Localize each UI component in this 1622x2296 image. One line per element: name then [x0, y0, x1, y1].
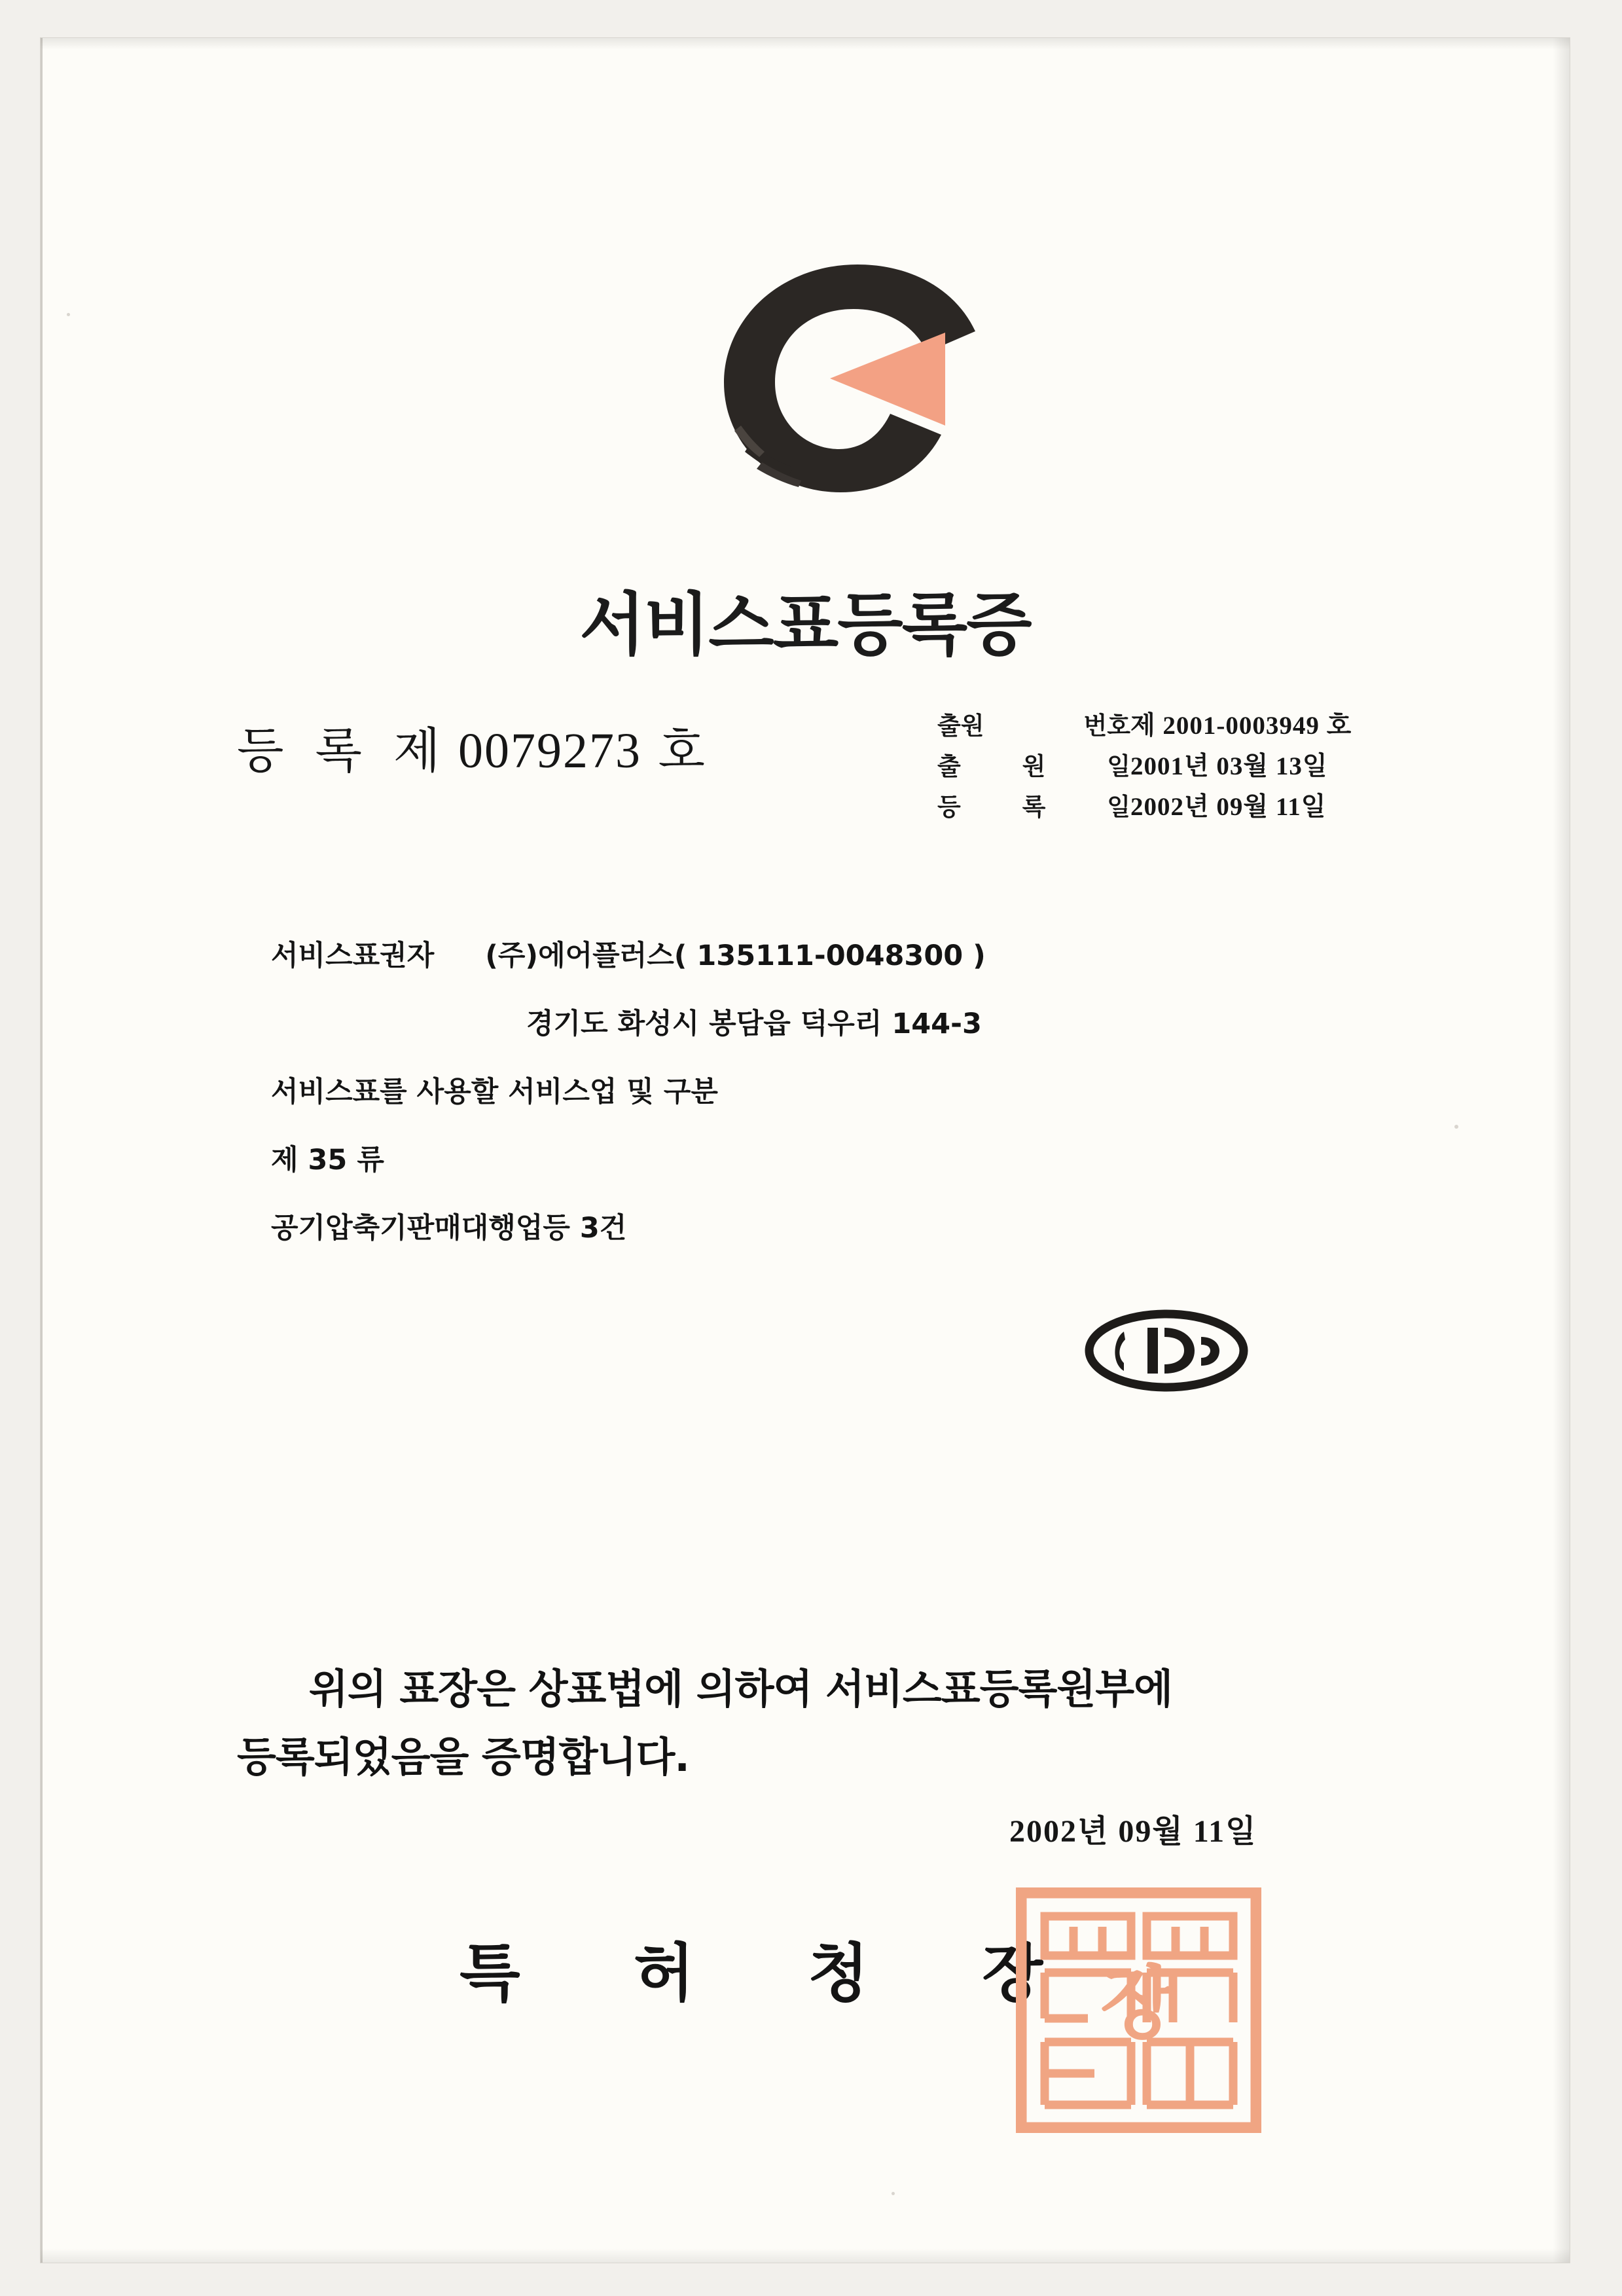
- meta-value: 2002년 09월 11일: [1130, 793, 1327, 821]
- scan-shadow-right: [1553, 38, 1570, 2263]
- statement-line-1: 위의 표장은 상표법에 의하여 서비스표등록원부에: [309, 1665, 1173, 1713]
- service-goods-line: 공기압축기판매대행업등 3건: [271, 1212, 627, 1245]
- application-meta-block: [937, 706, 1352, 828]
- meta-row-application-number: [937, 706, 1352, 746]
- certificate-fields: [271, 922, 1449, 1262]
- scan-shadow-top: [41, 38, 1570, 50]
- registration-number-prefix: 제: [393, 723, 442, 779]
- scan-speck: [1454, 1125, 1458, 1129]
- commissioner-square-seal: [1016, 1887, 1261, 2133]
- meta-value: 제 2001-0003949 호: [1130, 712, 1352, 740]
- registration-label-suffix: 록: [315, 723, 363, 779]
- issue-date: 2002년 09월 11일: [1009, 1814, 1257, 1849]
- signatory-title: 특 허 청 장: [460, 1937, 1089, 2010]
- statement-line-2: 등록되었음을 증명합니다.: [237, 1733, 689, 1781]
- meta-label: 출 원 일: [937, 752, 1130, 780]
- certification-statement: [237, 1655, 1468, 1791]
- service-class-number: 제 35 류: [271, 1144, 384, 1176]
- service-class-label: 서비스표를 사용할 서비스업 및 구분: [271, 1076, 718, 1108]
- kipo-oval-seal: [1085, 1308, 1248, 1393]
- meta-value: 2001년 03월 13일: [1130, 752, 1328, 780]
- registration-label-prefix: 등: [237, 723, 285, 779]
- meta-row-application-date: [937, 746, 1352, 787]
- airplus-swoosh-logo: [702, 254, 983, 503]
- owner-label: 서비스표권자: [271, 939, 435, 972]
- meta-label: 출원 번호: [937, 712, 1130, 740]
- paper-sheet: [41, 38, 1570, 2263]
- owner-address: 경기도 화성시 봉담읍 덕우리 144-3: [526, 1008, 982, 1040]
- scan-speck: [892, 2192, 895, 2195]
- document-title: 서비스표등록증: [579, 585, 1031, 665]
- registration-number-suffix: 호: [658, 723, 706, 779]
- owner-value: (주)에어플러스( 135111-0048300 ): [485, 939, 986, 972]
- registration-number: 0079273: [458, 723, 641, 778]
- owner-row: [271, 922, 1449, 990]
- registration-number-line: [237, 712, 706, 782]
- meta-label: 등 록 일: [937, 793, 1130, 821]
- meta-row-registration-date: [937, 787, 1352, 828]
- svg-text:장: 장: [1100, 1958, 1176, 2049]
- scan-speck: [67, 313, 70, 316]
- scan-shadow-bottom: [41, 2248, 1570, 2263]
